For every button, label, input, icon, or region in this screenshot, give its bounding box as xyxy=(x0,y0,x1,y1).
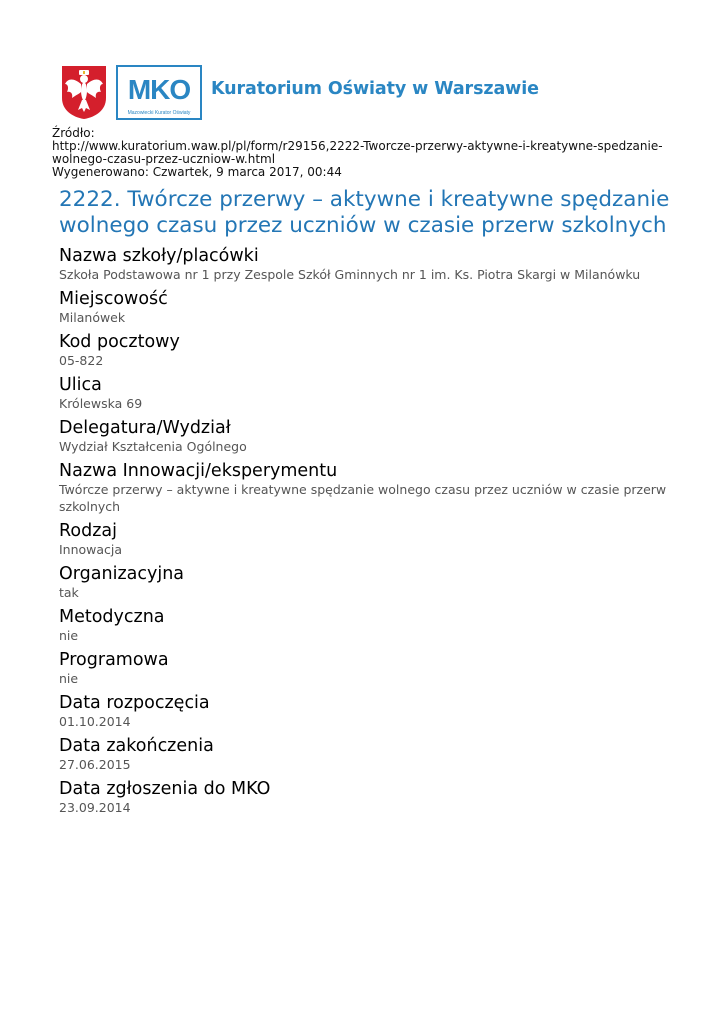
field-value: 01.10.2014 xyxy=(59,714,131,729)
field-label: Nazwa Innowacji/eksperymentu xyxy=(59,461,338,481)
field-value: 27.06.2015 xyxy=(59,757,131,772)
field-start-date xyxy=(59,693,669,730)
field-list xyxy=(59,246,669,822)
field-label: Miejscowość xyxy=(59,289,168,309)
field-label: Metodyczna xyxy=(59,607,165,627)
field-organizational xyxy=(59,564,669,601)
source-url[interactable]: http://www.kuratorium.waw.pl/pl/form/r29156,2222-Tworcze-przerwy-aktywne-i-kreatywne-spedzanie-wolnego-czasu-przez-uczniow-w.html xyxy=(52,139,663,166)
field-value: Twórcze przerwy – aktywne i kreatywne spędzanie wolnego czasu przez uczniów w czasie przerw szkolnych xyxy=(59,482,667,514)
field-methodical xyxy=(59,607,669,644)
source-info xyxy=(52,127,672,179)
field-label: Nazwa szkoły/placówki xyxy=(59,246,259,266)
field-school-name xyxy=(59,246,669,283)
page-title: 2222. Twórcze przerwy – aktywne i kreatywne spędzanie wolnego czasu przez uczniów w czasie przerw szkolnych xyxy=(59,187,670,238)
field-label: Rodzaj xyxy=(59,521,117,541)
mko-logo-subtitle: Mazowiecki Kurator Oświaty xyxy=(127,110,191,116)
field-value: Wydział Kształcenia Ogólnego xyxy=(59,439,247,454)
field-label: Delegatura/Wydział xyxy=(59,418,231,438)
field-value: Innowacja xyxy=(59,542,123,557)
source-label: Źródło: xyxy=(52,126,95,140)
page-header xyxy=(60,64,680,120)
field-value: Milanówek xyxy=(59,310,126,325)
field-postal-code xyxy=(59,332,669,369)
field-label: Kod pocztowy xyxy=(59,332,180,352)
field-value: 05-822 xyxy=(59,353,104,368)
field-department xyxy=(59,418,669,455)
mko-logo xyxy=(116,65,202,120)
field-value: 23.09.2014 xyxy=(59,800,131,815)
field-label: Programowa xyxy=(59,650,169,670)
field-label: Ulica xyxy=(59,375,102,395)
field-value: tak xyxy=(59,585,79,600)
field-programmatic xyxy=(59,650,669,687)
field-street xyxy=(59,375,669,412)
field-innovation-name xyxy=(59,461,669,515)
field-label: Data zakończenia xyxy=(59,736,214,756)
mko-logo-text: MKO xyxy=(127,74,191,105)
polish-eagle-emblem-icon xyxy=(60,64,108,120)
generated-date: Wygenerowano: Czwartek, 9 marca 2017, 00:44 xyxy=(52,165,342,179)
field-label: Data rozpoczęcia xyxy=(59,693,210,713)
field-end-date xyxy=(59,736,669,773)
field-type xyxy=(59,521,669,558)
field-value: Szkoła Podstawowa nr 1 przy Zespole Szkół Gminnych nr 1 im. Ks. Piotra Skargi w Milanówku xyxy=(59,267,641,282)
brand-name: Kuratorium Oświaty w Warszawie xyxy=(211,79,539,99)
field-label: Organizacyjna xyxy=(59,564,185,584)
field-value: Królewska 69 xyxy=(59,396,143,411)
field-submission-date xyxy=(59,779,669,816)
field-value: nie xyxy=(59,628,79,643)
field-city xyxy=(59,289,669,326)
field-value: nie xyxy=(59,671,79,686)
field-label: Data zgłoszenia do MKO xyxy=(59,779,271,799)
